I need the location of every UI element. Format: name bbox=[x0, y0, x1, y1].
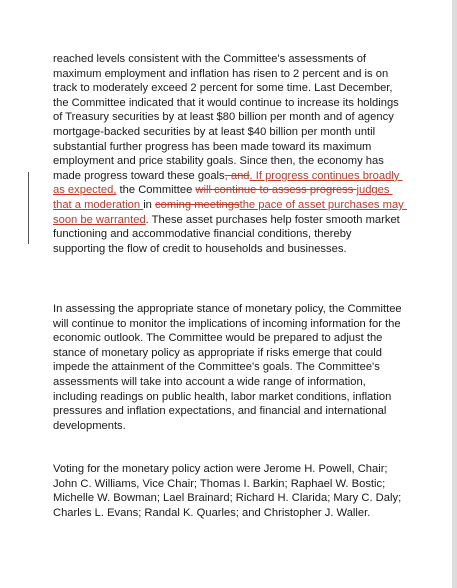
paragraph-voting-members: Voting for the monetary policy action were Jerome H. Powell, Chair; John C. Williams, Vice Chair; Thomas I. Barkin; Raphael W. Bostic; Michelle W. Bowman; Lael Brainard; Richard H. Clarida; Mary C. Daly; Charles L. Evans; Randal K. Quarles; and Christopher J. Waller. bbox=[53, 463, 402, 519]
paragraph-asset-purchases bbox=[53, 52, 405, 256]
text-segment: in bbox=[143, 198, 156, 211]
vertical-scrollbar[interactable] bbox=[452, 0, 457, 588]
text-segment: the Committee bbox=[116, 184, 196, 197]
deleted-text: will continue to assess progress bbox=[195, 184, 357, 197]
text-segment: reached levels consistent with the Committee's assessments of maximum employment and inflation has risen to 2 percent and is on track to moderately exceed 2 percent for some time. Last December, the Committee indicated that it would continue to increase its holdings of Treasury securities by at least $80 billion per month and of agency mortgage-backed securities by at least $40 billion per month until substantial further progress has been made toward its maximum employment and price stability goals. Since then, the economy has made progress toward these goals bbox=[53, 53, 402, 182]
revision-change-bar bbox=[28, 172, 29, 244]
inserted-text: the pace of asset purchases may soon be warranted bbox=[53, 198, 407, 226]
paragraph-policy-stance: In assessing the appropriate stance of monetary policy, the Committee will continue to monitor the implications of incoming information for the economic outlook. The Committee would be prepared to adjust the stance of monetary policy as appropriate if risks emerge that could impede the attainment of the Committee's goals. The Committee's assessments will take into account a wide range of information, including readings on public health, labor market conditions, inflation pressures and inflation expectations, and financial and international developments. bbox=[53, 303, 402, 432]
inserted-text: judges that a moderation bbox=[53, 184, 393, 211]
deleted-text: coming meetings bbox=[155, 198, 240, 211]
deleted-text: , and bbox=[224, 169, 250, 182]
inserted-text: . If progress continues broadly as expected, bbox=[53, 169, 403, 197]
text-segment: . These asset purchases help foster smooth market functioning and accommodative financial conditions, thereby supporting the flow of credit to households and businesses. bbox=[53, 213, 403, 255]
